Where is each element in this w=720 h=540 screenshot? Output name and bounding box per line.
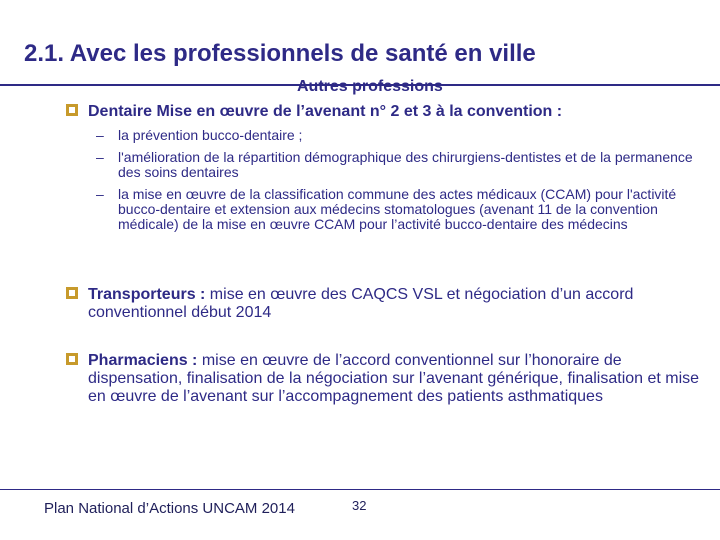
section-label: Dentaire	[88, 103, 153, 120]
dash-icon: –	[96, 149, 104, 165]
list-item-text: l'amélioration de la répartition démographique des chirurgiens-dentistes et de la permanence des soins dentaires	[118, 149, 693, 180]
section-label: Transporteurs :	[88, 286, 206, 303]
list-item-text: la prévention bucco-dentaire ;	[118, 127, 303, 143]
footer-text: Plan National d’Actions UNCAM 2014	[44, 500, 295, 517]
footer-divider	[0, 489, 720, 490]
section-body: mise en œuvre de l’accord conventionnel sur l’honoraire de dispensation, finalisation de la négociation sur l’avenant générique, finalisation et mise en œuvre de l’avenant sur l’accompagnement des patients asthmatiques	[88, 352, 700, 405]
section-label: Pharmaciens :	[88, 352, 198, 369]
section-text	[88, 286, 716, 322]
section-text	[88, 352, 716, 406]
subheading: Autres professions	[297, 78, 443, 95]
slide-title: 2.1. Avec les professionnels de santé en ville	[24, 40, 536, 67]
square-bullet-icon	[66, 104, 78, 116]
dash-icon: –	[96, 186, 104, 202]
section-body: mise en œuvre des CAQCS VSL et négociation d’un accord conventionnel début 2014	[88, 286, 634, 321]
page-number: 32	[352, 498, 367, 513]
section-text	[88, 103, 716, 121]
dash-icon: –	[96, 127, 104, 143]
list-item-text: la mise en œuvre de la classification commune des actes médicaux (CCAM) pour l'activité bucco-dentaire et extension aux médecins stomatologues (avenant 11 de la convention médicale) de la mise en œuvre CCAM pour l’activité bucco-dentaire des médecins	[118, 186, 677, 232]
square-bullet-icon	[66, 287, 78, 299]
square-bullet-icon	[66, 353, 78, 365]
section-body: Mise en œuvre de l’avenant n° 2 et 3 à la convention :	[152, 103, 563, 120]
